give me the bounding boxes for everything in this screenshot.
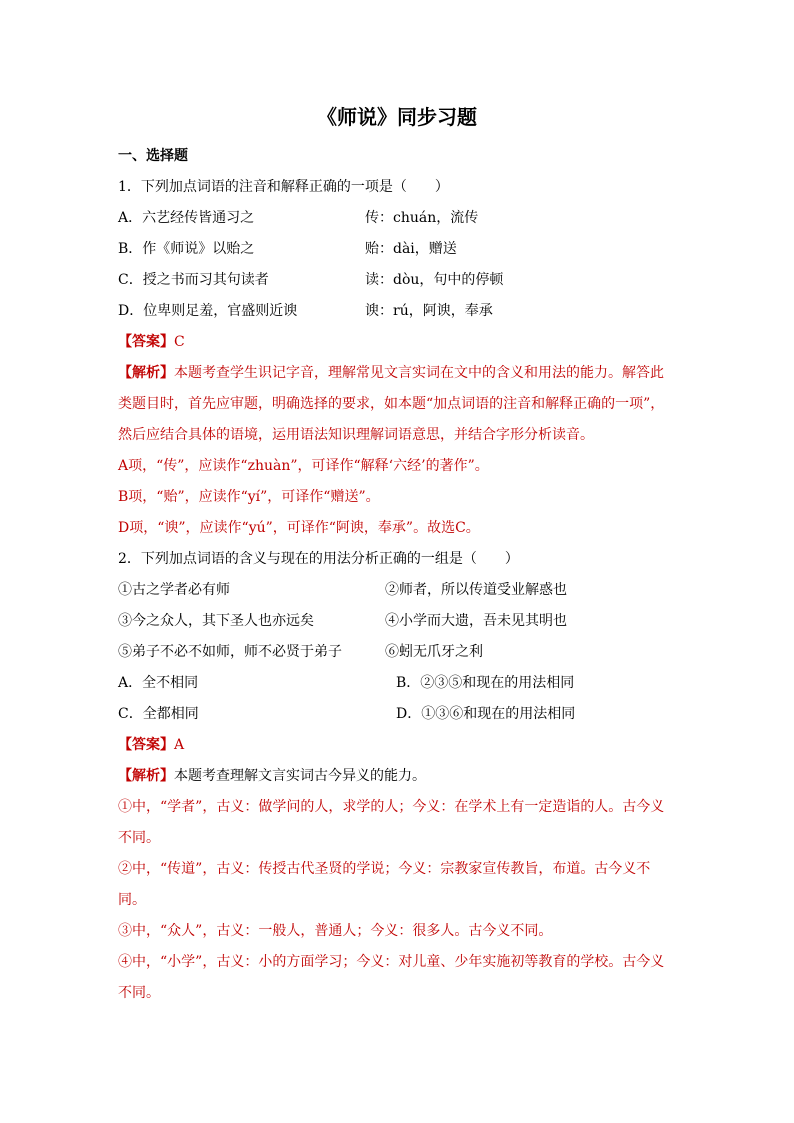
q2-answer	[118, 735, 184, 755]
q2-item-1-cont: 不同。	[118, 830, 160, 846]
answer-label: 【答案】	[118, 334, 174, 350]
option-text: A．六艺经传皆通习之	[118, 210, 255, 226]
option-annotation: 谀：rú，阿谀，奉承	[365, 303, 493, 319]
option-annotation: 传：chuán，流传	[365, 210, 479, 226]
question-1-stem: 1．下列加点词语的注音和解释正确的一项是（ ）	[118, 179, 449, 195]
option-text: C．授之书而习其句读者	[118, 272, 269, 288]
q1-answer	[118, 332, 185, 352]
q1-option-b	[0, 239, 794, 259]
section-heading: 一、选择题	[118, 148, 188, 164]
option-text: D．位卑则足羞，官盛则近谀	[118, 303, 298, 319]
answer-value: C	[174, 334, 185, 350]
q2-pair-3	[0, 642, 794, 662]
q1-option-c	[0, 270, 794, 290]
q1-analysis-line-2: 类题目时，首先应审题，明确选择的要求，如本题“加点词语的注音和解释正确的一项”，	[118, 396, 665, 412]
option-d: D．①③⑥和现在的用法相同	[396, 706, 576, 722]
sentence-right: ⑥蚓无爪牙之利	[385, 644, 483, 660]
analysis-text: 本题考查学生识记字音，理解常见文言实词在文中的含义和用法的能力。解答此	[174, 365, 664, 381]
sentence-left: ⑤弟子不必不如师，师不必贤于弟子	[118, 644, 342, 660]
q2-item-2-cont: 同。	[118, 892, 146, 908]
sentence-right: ②师者，所以传道受业解惑也	[385, 582, 567, 598]
analysis-text: 本题考查理解文言实词古今异义的能力。	[174, 768, 426, 784]
q2-options-row-1	[0, 673, 794, 693]
q2-pair-1	[0, 580, 794, 600]
answer-value: A	[174, 737, 185, 753]
sentence-right: ④小学而大遗，吾未见其明也	[385, 613, 567, 629]
q1-analysis-line-3: 然后应结合具体的语境，运用语法知识理解词语意思，并结合字形分析读音。	[118, 427, 594, 443]
option-c: C．全都相同	[118, 706, 199, 722]
option-annotation: 贻：dài，赠送	[365, 241, 457, 257]
page-title: 《师说》同步习题	[317, 105, 477, 129]
q2-pair-2	[0, 611, 794, 631]
option-a: A．全不相同	[118, 675, 199, 691]
q1-item-a: A项，“传”，应读作“zhuàn”，可译作“解释‘六经’的著作”。	[118, 458, 489, 474]
q2-item-3: ③中，“众人”，古义：一般人，普通人；今义：很多人。古今义不同。	[118, 923, 553, 939]
q2-analysis	[118, 766, 426, 786]
analysis-label: 【解析】	[118, 768, 174, 784]
sentence-left: ③今之众人，其下圣人也亦远矣	[118, 613, 314, 629]
option-text: B．作《师说》以贻之	[118, 241, 255, 257]
q2-options-row-2	[0, 704, 794, 724]
option-b: B．②③⑤和现在的用法相同	[396, 675, 575, 691]
answer-label: 【答案】	[118, 737, 174, 753]
q2-item-2: ②中，“传道”，古义：传授古代圣贤的学说；今义：宗教家宣传教旨，布道。古今义不	[118, 861, 651, 877]
q1-option-a	[0, 208, 794, 228]
q1-item-b: B项，“贻”，应读作“yí”，可译作“赠送”。	[118, 489, 380, 505]
sentence-left: ①古之学者必有师	[118, 582, 230, 598]
analysis-label: 【解析】	[118, 365, 174, 381]
q2-item-4-cont: 不同。	[118, 985, 160, 1001]
q2-item-4: ④中，“小学”，古义：小的方面学习；今义：对儿童、少年实施初等教育的学校。古今义	[118, 954, 665, 970]
q1-option-d	[0, 301, 794, 321]
question-2-stem: 2．下列加点词语的含义与现在的用法分析正确的一组是（ ）	[118, 551, 519, 567]
q2-item-1: ①中，“学者”，古义：做学问的人，求学的人；今义：在学术上有一定造诣的人。古今义	[118, 799, 665, 815]
q1-analysis-line-1	[118, 363, 664, 383]
q1-item-d: D项，“谀”，应读作“yú”，可译作“阿谀，奉承”。故选C。	[118, 520, 480, 536]
option-annotation: 读：dòu，句中的停顿	[365, 272, 504, 288]
